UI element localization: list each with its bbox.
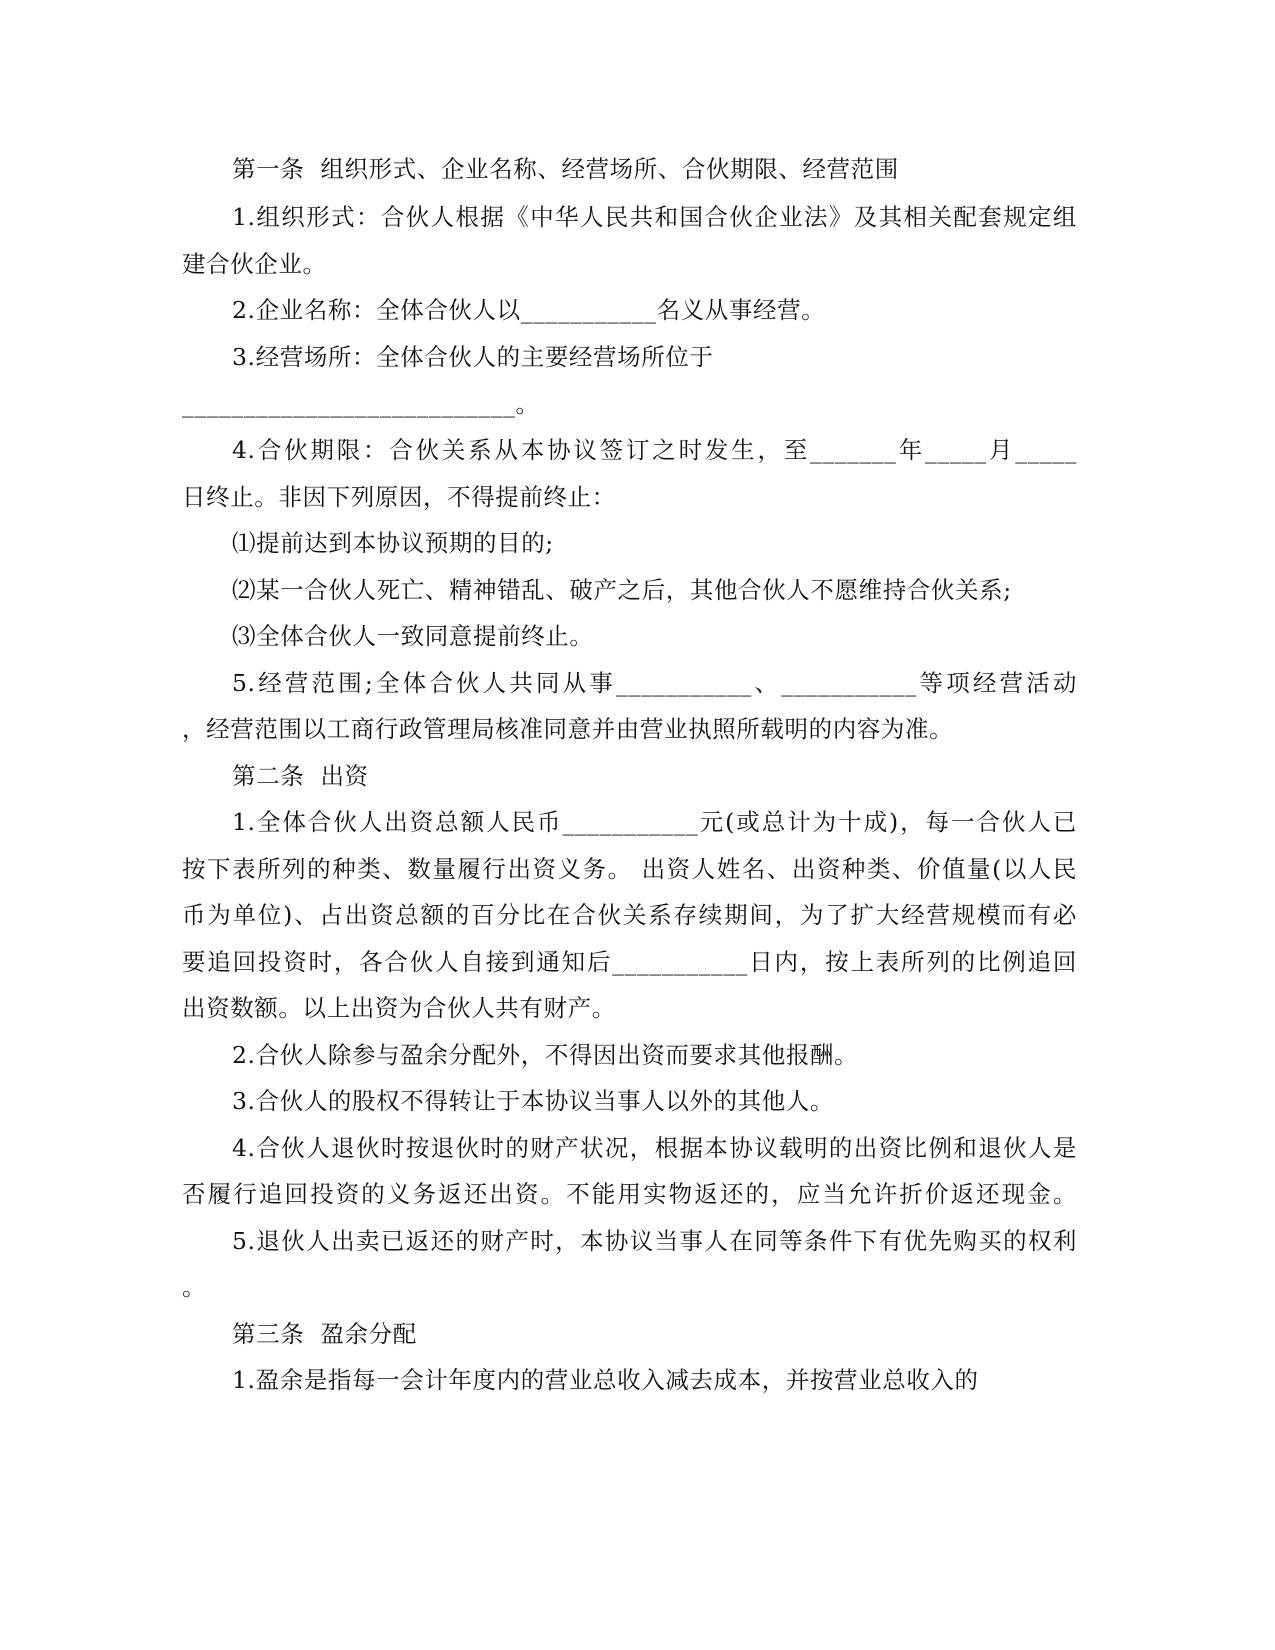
paragraph-line: 2.企业名称：全体合伙人以___________名义从事经营。 [232, 296, 826, 324]
paragraph-line: 日终止。非因下列原因，不得提前终止： [182, 483, 616, 511]
paragraph-line: 5.经营范围;全体合伙人共同从事___________、___________等项经营活动 [232, 669, 1077, 697]
paragraph-line: 2.合伙人除参与盈余分配外，不得因出资而要求其他报酬。 [232, 1041, 859, 1069]
list-item: ⑴提前达到本协议预期的目的; [232, 529, 554, 557]
paragraph-line: 出资数额。以上出资为合伙人共有财产。 [182, 994, 616, 1022]
list-item: ⑵某一合伙人死亡、精神错乱、破产之后，其他合伙人不愿维持合伙关系; [232, 576, 1012, 604]
article-2-heading: 第二条 出资 [232, 762, 369, 790]
paragraph-line: ，经营范围以工商行政管理局核准同意并由营业执照所载明的内容为准。 [182, 715, 954, 743]
paragraph-line: 币为单位)、占出资总额的百分比在合伙关系存续期间，为了扩大经营规模而有必 [182, 901, 1077, 929]
paragraph-line: 4.合伙人退伙时按退伙时的财产状况，根据本协议载明的出资比例和退伙人是 [232, 1134, 1077, 1162]
paragraph-line: ___________________________。 [182, 390, 540, 418]
paragraph-line: 1.盈余是指每一会计年度内的营业总收入减去成本，并按营业总收入的 [232, 1366, 979, 1394]
paragraph-line: 要追回投资时，各合伙人自接到通知后___________日内，按上表所列的比例追回 [182, 948, 1077, 976]
paragraph-line: 5.退伙人出卖已返还的财产时，本协议当事人在同等条件下有优先购买的权利 [232, 1227, 1077, 1255]
article-1-heading: 第一条 组织形式、企业名称、经营场所、合伙期限、经营范围 [232, 155, 899, 183]
paragraph-line: 。 [182, 1273, 207, 1301]
list-item: ⑶全体合伙人一致同意提前终止。 [232, 622, 594, 650]
paragraph-line: 建合伙企业。 [182, 250, 327, 278]
paragraph-line: 按下表所列的种类、数量履行出资义务。 出资人姓名、出资种类、价值量(以人民 [182, 855, 1077, 883]
paragraph-line: 1.全体合伙人出资总额人民币___________元(或总计为十成)，每一合伙人已 [232, 808, 1077, 836]
article-3-heading: 第三条 盈余分配 [232, 1320, 417, 1348]
paragraph-line: 3.经营场所：全体合伙人的主要经营场所位于 [232, 343, 714, 371]
paragraph-line: 1.组织形式：合伙人根据《中华人民共和国合伙企业法》及其相关配套规定组 [232, 203, 1077, 231]
paragraph-line: 否履行追回投资的义务返还出资。不能用实物返还的，应当允许折价返还现金。 [182, 1180, 1077, 1208]
paragraph-line: 3.合伙人的股权不得转让于本协议当事人以外的其他人。 [232, 1087, 835, 1115]
paragraph-line: 4.合伙期限：合伙关系从本协议签订之时发生，至_______年_____月_____ [232, 436, 1077, 464]
